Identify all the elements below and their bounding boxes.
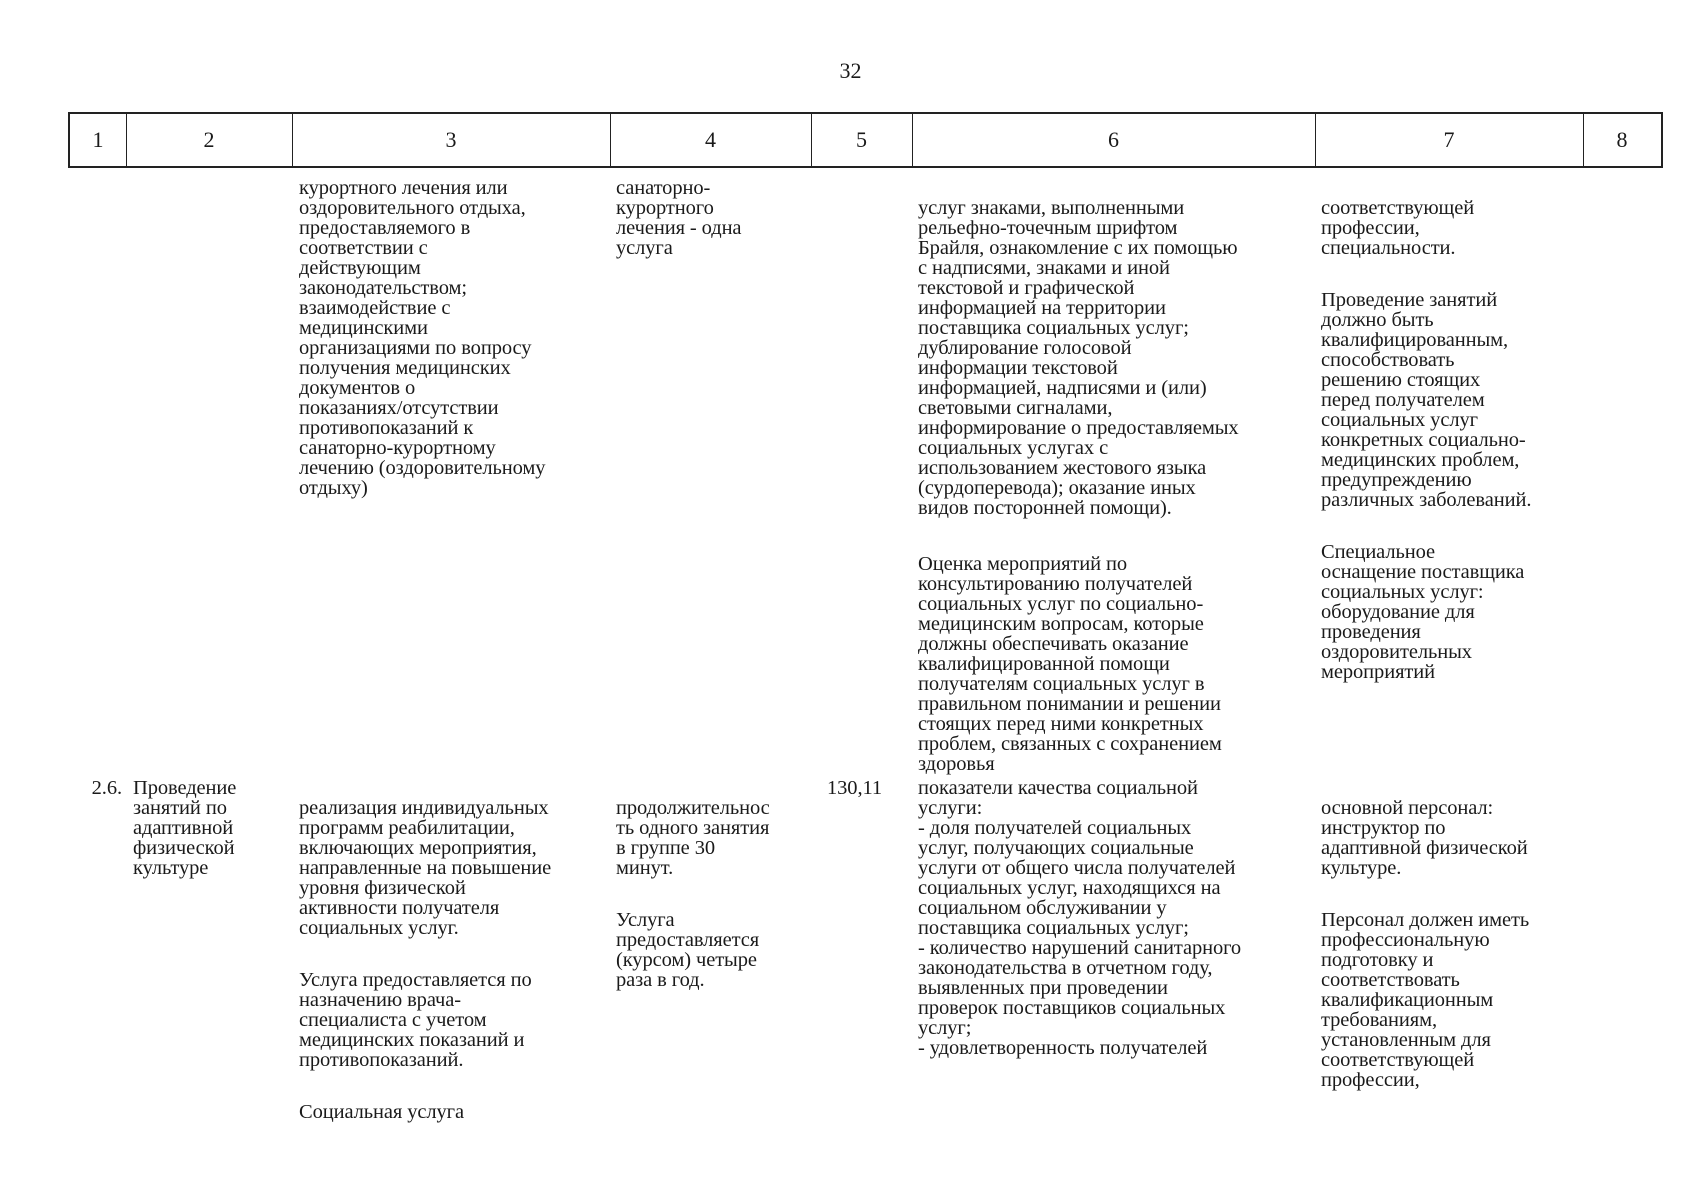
row-number: 2.6. <box>91 777 122 799</box>
service-conditions-paragraph: основной персонал: инструктор по адаптивной физической культуре. <box>1321 797 1528 879</box>
service-content-paragraph: реализация индивидуальных программ реабилитации, включающих мероприятия, направленные на повышение уровня физической активности получателя социальных услуг. <box>299 797 552 939</box>
header-col-5: 5 <box>856 127 867 152</box>
continued-col3-text: курортного лечения или оздоровительного отдыха, предоставляемого в соответствии с действующим законодательством; взаимодействие с медицинскими организациями по вопросу получения медицинских документов о показаниях/отсутствии противопоказаний к санаторно-курортному лечению (оздоровительному отдыху) <box>299 177 546 499</box>
header-col-2: 2 <box>203 127 215 152</box>
continued-col6-paragraph: Оценка мероприятий по консультированию получателей социальных услуг по социально- медицинским вопросам, которые должны обеспечивать оказание квалифицированной помощи получателям социальных услуг в правильном понимании и решении стоящих перед ними конкретных проблем, связанных с сохранением здоровья <box>918 553 1222 775</box>
service-volume <box>616 778 816 1010</box>
header-col-4: 4 <box>705 127 716 152</box>
page-number: 32 <box>839 58 862 83</box>
continued-col7-paragraph: Специальное оснащение поставщика социальных услуг: оборудование для проведения оздоровительных мероприятий <box>1321 541 1525 683</box>
service-volume-paragraph: продолжительнос ть одного занятия в группе 30 минут. <box>616 797 770 879</box>
continued-col6-text <box>918 178 1318 794</box>
service-volume-paragraph: Услуга предоставляется (курсом) четыре раза в год. <box>616 909 760 991</box>
continued-col6-paragraph: услуг знаками, выполненными рельефно-точечным шрифтом Брайля, ознакомление с их помощью с надписями, знаками и иной текстовой и графической информацией на территории поставщика социальных услуг; дублирование голосовой информации текстовой информацией, надписями и (или) световыми сигналами, информирование о предоставляемых социальных услугах с использованием жестового языка (сурдоперевода); оказание иных видов посторонней помощи). <box>918 197 1239 519</box>
quality-indicators: показатели качества социальной услуги: - доля получателей социальных услуг, получающих социальные услуги от общего числа получателей социальных услуг, находящихся на социальном обслуживании у поставщика социальных услуг; - количество нарушений санитарного законодательства в отчетном году, выявленных при проведении проверок поставщиков социальных услуг; - удовлетворенность получателей <box>918 777 1242 1059</box>
service-content <box>299 778 619 1142</box>
continued-col7-paragraph: соответствующей профессии, специальности. <box>1321 197 1475 259</box>
header-col-3: 3 <box>445 127 457 152</box>
service-content-paragraph: Услуга предоставляется по назначению врача- специалиста с учетом медицинских показаний и противопоказаний. <box>299 969 532 1071</box>
service-name: Проведение занятий по адаптивной физической культуре <box>133 777 237 879</box>
header-col-6: 6 <box>1108 127 1119 152</box>
table-header-row <box>68 112 1663 168</box>
header-col-7: 7 <box>1443 127 1455 152</box>
header-col-8: 8 <box>1616 127 1628 152</box>
continued-col4-text: санаторно- курортного лечения - одна услуга <box>616 177 742 259</box>
continued-col7-paragraph: Проведение занятий должно быть квалифицированным, способствовать решению стоящих перед получателем социальных услуг конкретных социально- медицинских проблем, предупреждению различных заболеваний. <box>1321 289 1532 511</box>
service-price: 130,11 <box>827 777 883 799</box>
service-content-paragraph: Социальная услуга <box>299 1101 464 1123</box>
header-col-1: 1 <box>92 127 104 152</box>
service-conditions-paragraph: Персонал должен иметь профессиональную подготовку и соответствовать квалификационным требованиям, установленным для соответствующей профессии, <box>1321 909 1530 1091</box>
continued-col7-text <box>1321 178 1591 702</box>
service-conditions <box>1321 778 1591 1110</box>
